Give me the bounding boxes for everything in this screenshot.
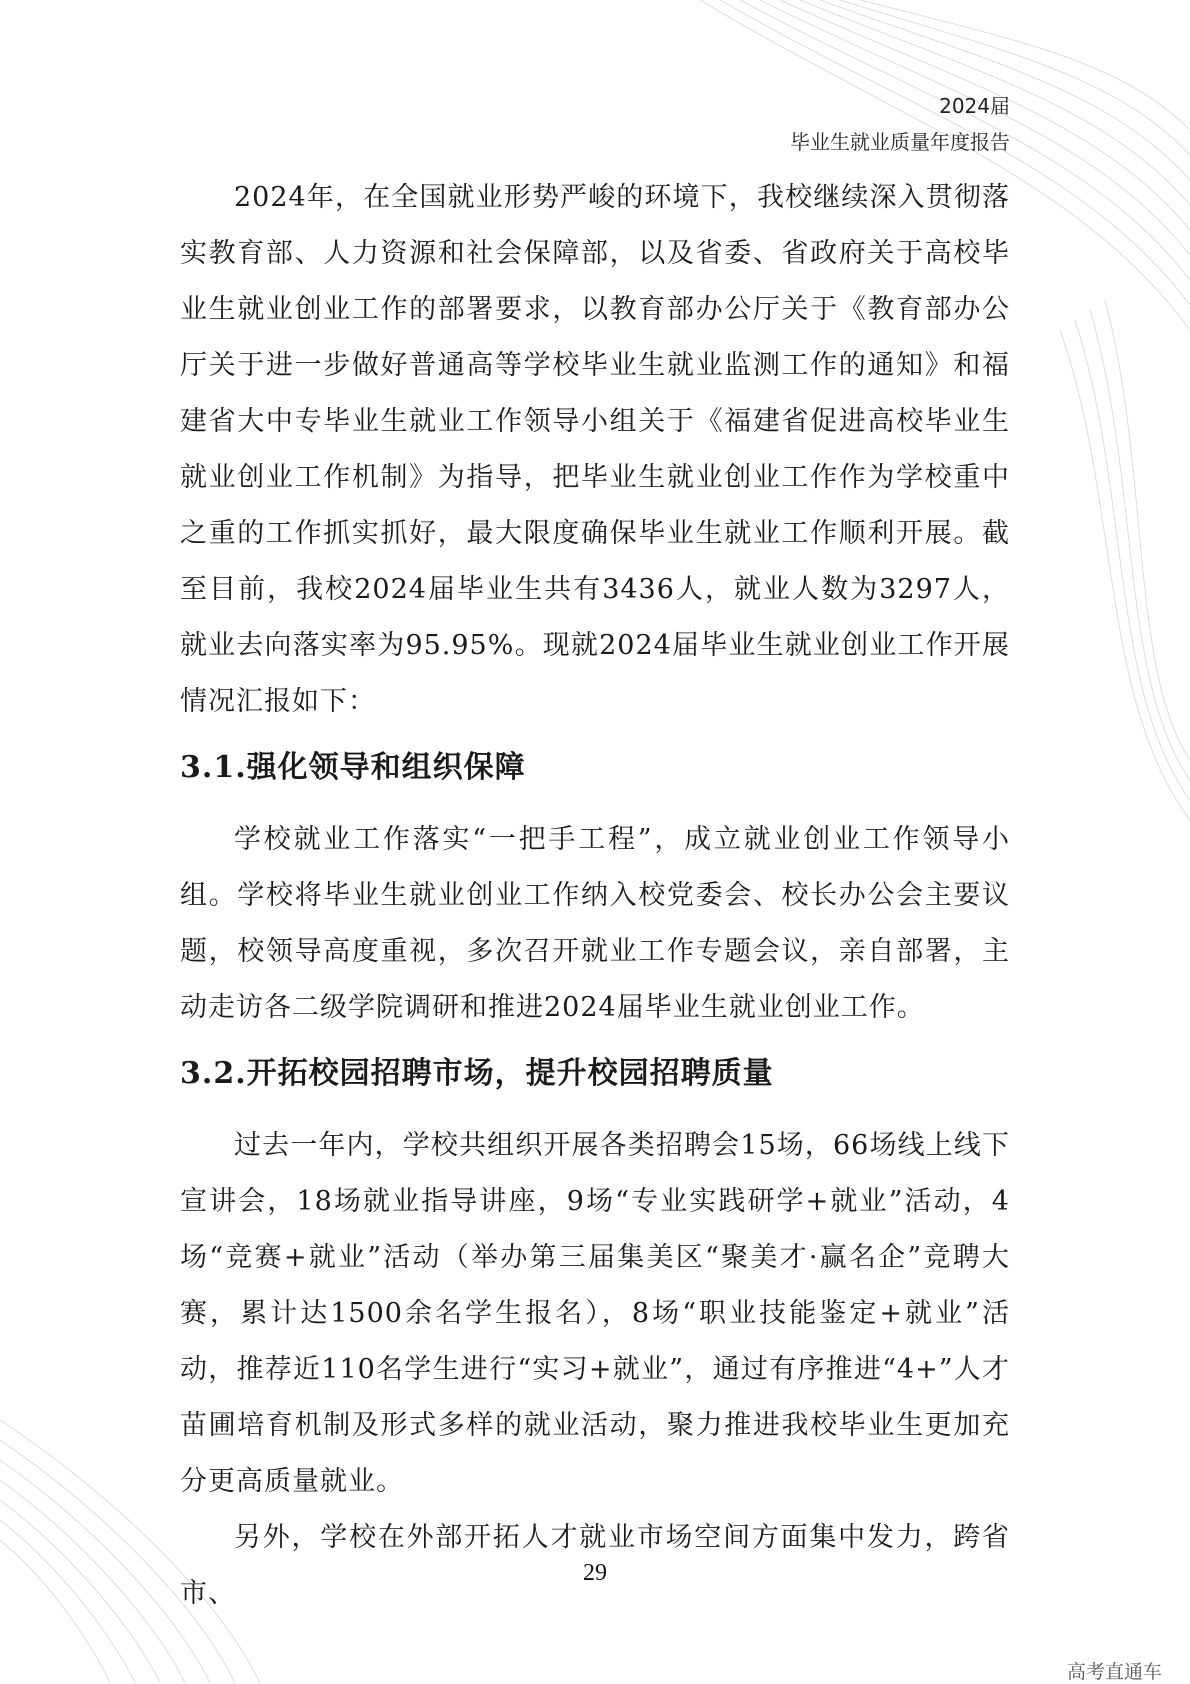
header-title: 毕业生就业质量年度报告 — [790, 130, 1010, 154]
section-3-2-paragraph-1: 过去一年内，学校共组织开展各类招聘会15场，66场线上线下宣讲会，18场就业指导讲座，9场“专业实践研学+就业”活动，4场“竞赛+就业”活动（举办第三届集美区“聚美才·赢名企”竞聘大赛，累计达1500余名学生报名），8场“职业技能鉴定+就业”活动，推荐近110名学生进行“实习+就业”，通过有序推进“4+”人才苗圃培育机制及形式多样的就业活动，聚力推进我校毕业生更加充分更高质量就业。 — [180, 1130, 1010, 1497]
watermark: 高考直通车 — [1066, 1661, 1162, 1683]
section-3-2-heading: 3.2.开拓校园招聘市场，提升校园招聘质量 — [180, 1056, 774, 1091]
page-number: 29 — [583, 1560, 607, 1586]
intro-paragraph: 2024年，在全国就业形势严峻的环境下，我校继续深入贯彻落实教育部、人力资源和社会保障部，以及省委、省政府关于高校毕业生就业创业工作的部署要求，以教育部办公厅关于《教育部办公厅关于进一步做好普通高等学校毕业生就业监测工作的通知》和福建省大中专毕业生就业工作领导小组关于《福建省促进高校毕业生就业创业工作机制》为指导，把毕业生就业创业工作作为学校重中之重的工作抓实抓好，最大限度确保毕业生就业工作顺利开展。截至目前，我校2024届毕业生共有3436人，就业人数为3297人，就业去向落实率为95.95%。现就2024届毕业生就业创业工作开展情况汇报如下： — [180, 182, 1010, 717]
section-3-2-paragraph-2: 另外，学校在外部开拓人才就业市场空间方面集中发力，跨省市、 — [180, 1522, 1010, 1609]
section-3-1-paragraph: 学校就业工作落实“一把手工程”，成立就业创业工作领导小组。学校将毕业生就业创业工作纳入校党委会、校长办公会主要议题，校领导高度重视，多次召开就业工作专题会议，亲自部署，主动走访各二级学院调研和推进2024届毕业生就业创业工作。 — [180, 824, 1010, 1023]
report-header — [790, 88, 1010, 160]
section-3-1-heading: 3.1.强化领导和组织保障 — [180, 750, 526, 785]
page-content — [180, 170, 1010, 1622]
header-year: 2024届 — [939, 94, 1010, 118]
